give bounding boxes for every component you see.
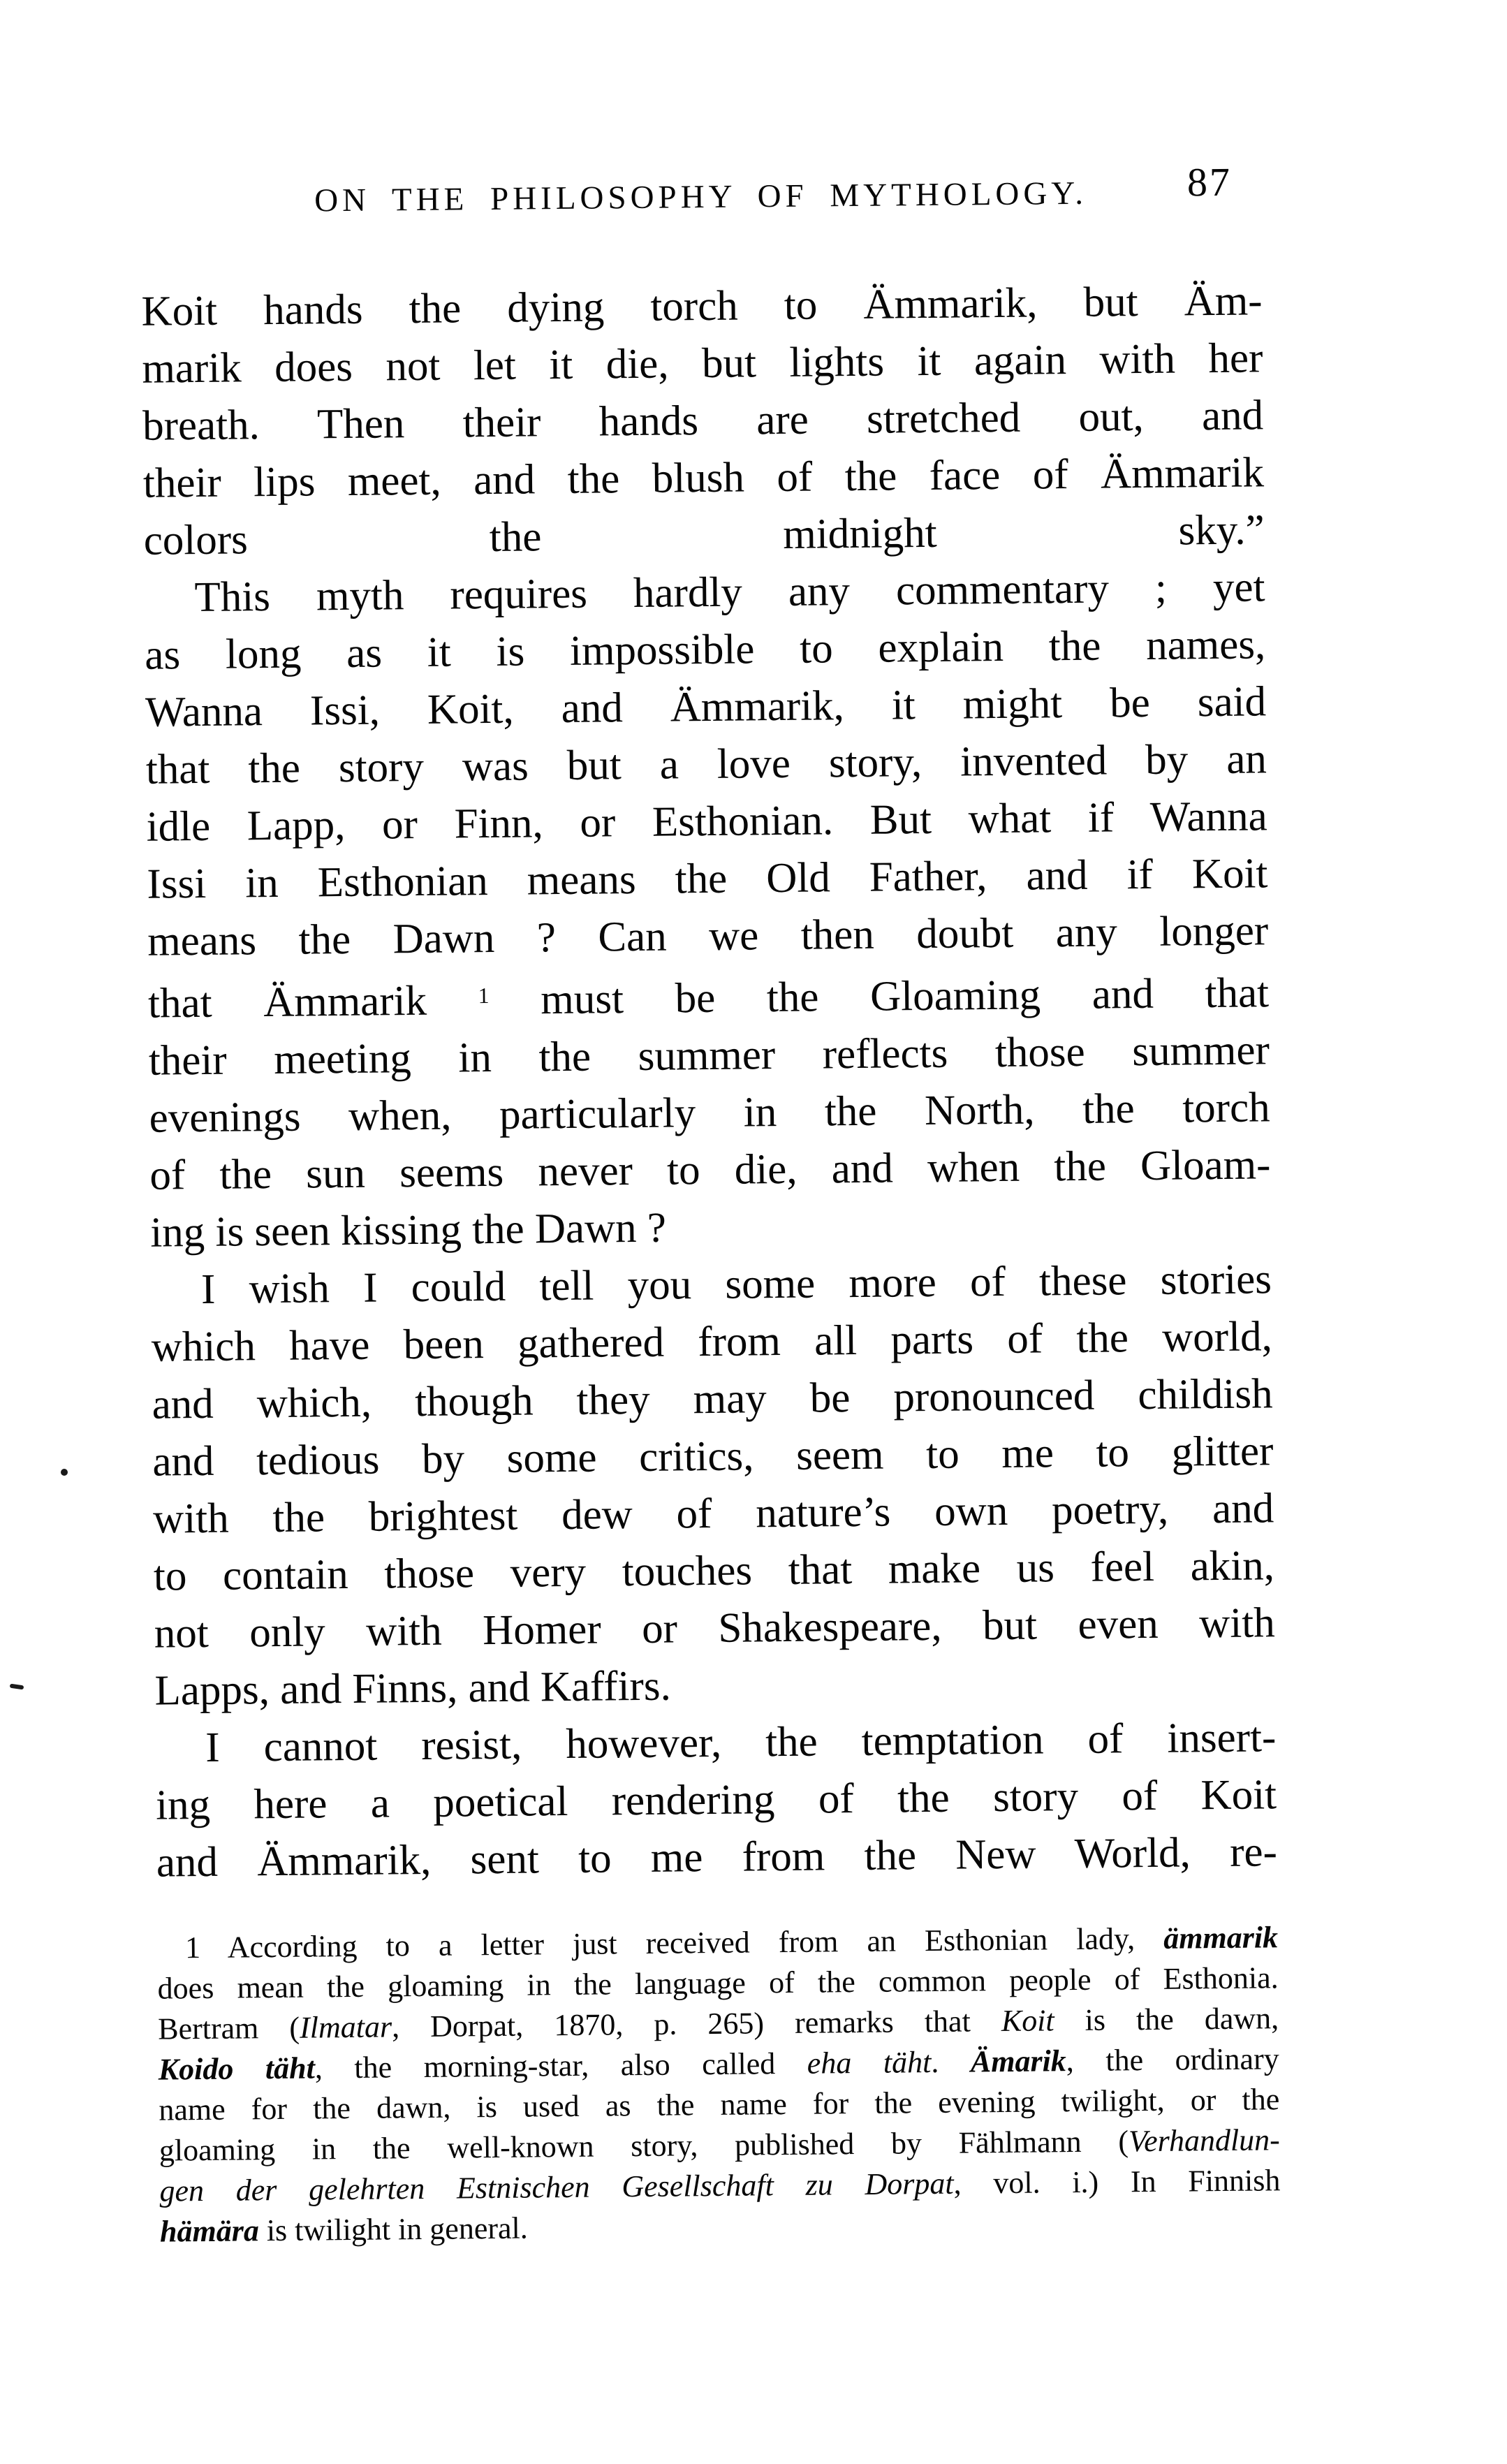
text-segment: which have been gathered from all parts of the world, <box>151 1313 1273 1371</box>
text-line <box>154 1594 1275 1662</box>
text-segment: , the morning-star, also called <box>314 2046 808 2085</box>
text-segment: their lips meet, and the blush of the face of Ämmarik <box>142 449 1265 507</box>
text-line <box>146 731 1267 798</box>
text-segment: Ämarik <box>970 2044 1067 2079</box>
text-segment: gloaming in the well-known story, published by Fählmann ( <box>159 2124 1129 2168</box>
text-line <box>146 788 1267 856</box>
text-segment: as long as it is impossible to explain the names, <box>145 621 1266 679</box>
text-segment: . <box>931 2044 971 2079</box>
text-line <box>152 1365 1273 1433</box>
text-line <box>149 1079 1270 1147</box>
page-number: 87 <box>1186 159 1233 205</box>
scan-speck <box>10 1684 24 1690</box>
text-segment: must be the Gloaming and that <box>489 969 1270 1024</box>
paragraph <box>141 272 1265 569</box>
text-line <box>142 330 1263 397</box>
text-line <box>145 673 1267 741</box>
text-line <box>143 501 1265 569</box>
footnote <box>157 1917 1281 2252</box>
text-segment: Issi in Esthonian means the Old Father, and if Koit <box>147 850 1268 908</box>
text-segment: idle Lapp, or Finn, or Esthonian. But what if Wanna <box>146 793 1267 851</box>
text-line <box>150 1194 1272 1261</box>
text-segment: This myth requires hardly any commentary ; yet <box>194 564 1265 622</box>
running-title: ON THE PHILOSOPHY OF MYTHOLOGY. <box>314 175 1088 219</box>
text-segment: and Ämmarik, sent to me from the New World, re- <box>156 1828 1278 1886</box>
text-segment: ing here a poetical rendering of the story of Koit <box>155 1771 1277 1829</box>
text-segment: does mean the gloaming in the language of the common people of Esthonia. <box>157 1960 1279 2006</box>
text-segment: name for the dawn, is used as the name for the evening twilight, or the <box>159 2082 1280 2127</box>
text-segment: gen der gelehrten Estnischen Gesellschaft zu Dorpat <box>159 2166 954 2208</box>
body-text <box>141 272 1277 1891</box>
text-segment: is twilight in general. <box>258 2210 528 2248</box>
text-line <box>149 1136 1271 1204</box>
page-content <box>140 159 1281 2252</box>
text-segment: eha täht <box>807 2044 932 2081</box>
text-segment: Ilmatar <box>299 2009 392 2045</box>
text-line <box>147 845 1268 913</box>
text-segment: their meeting in the summer reflects those summer <box>148 1027 1270 1085</box>
text-line <box>141 272 1263 340</box>
text-line <box>142 387 1264 455</box>
text-segment: colors the midnight sky.” <box>143 506 1265 564</box>
text-segment: breath. Then their hands are stretched out, and <box>142 392 1264 450</box>
text-line <box>144 559 1265 626</box>
text-segment: that the story was but a love story, invented by an <box>145 735 1267 793</box>
text-line <box>149 1022 1270 1090</box>
text-segment: to contain those very touches that make us feel akin, <box>153 1542 1275 1600</box>
text-line <box>153 1480 1274 1548</box>
text-segment: hämära <box>159 2213 260 2249</box>
text-line <box>143 444 1265 512</box>
text-line <box>147 902 1269 970</box>
text-segment: ing is seen kissing the Dawn ? <box>149 1204 667 1256</box>
text-segment: that Ämmarik <box>147 977 479 1027</box>
text-segment: not only with Homer or Shakespeare, but even with <box>154 1599 1276 1657</box>
text-segment: with the brightest dew of nature’s own poetry, and <box>152 1485 1274 1543</box>
text-line <box>156 1766 1277 1834</box>
text-segment: and which, though they may be pronounced childish <box>152 1370 1273 1428</box>
text-segment: is the dawn, <box>1054 2001 1279 2038</box>
text-segment: , vol. i.) In Finnish <box>953 2163 1281 2201</box>
text-line <box>151 1251 1272 1319</box>
text-segment: , the ordinary <box>1066 2041 1279 2078</box>
text-segment: ämmarik <box>1163 1920 1279 1956</box>
text-segment: , Dorpat, 1870, p. 265) remarks that <box>391 2003 1002 2044</box>
text-segment: Koit <box>1001 2003 1054 2038</box>
paragraph <box>155 1709 1277 1891</box>
text-line <box>151 1308 1272 1376</box>
text-segment: Lapps, and Finns, and Kaffirs. <box>154 1662 672 1715</box>
text-segment: I cannot resist, however, the temptation of insert- <box>205 1714 1277 1771</box>
text-segment: I wish I could tell you some more of these stories <box>200 1256 1272 1313</box>
paragraph <box>151 1251 1276 1719</box>
text-segment: Wanna Issi, Koit, and Ämmarik, it might be said <box>145 678 1267 736</box>
footnote-reference: 1 <box>478 983 490 1009</box>
text-segment: Verhandlun- <box>1128 2122 1281 2159</box>
text-line <box>154 1652 1276 1719</box>
text-segment: of the sun seems never to die, and when the Gloam- <box>149 1141 1271 1199</box>
paragraph <box>144 559 1271 1261</box>
text-segment: means the Dawn ? Can we then doubt any longer <box>147 907 1269 965</box>
text-line <box>154 1537 1275 1605</box>
text-segment: Bertram ( <box>157 2010 300 2046</box>
text-segment: and tedious by some critics, seem to me to glitter <box>152 1428 1274 1486</box>
page-header <box>140 159 1262 224</box>
text-segment: 1 According to a letter just received from an Esthonian lady, <box>184 1921 1164 1965</box>
scan-speck <box>61 1469 68 1476</box>
text-line <box>148 960 1270 1032</box>
text-segment: Koit hands the dying torch to Ämmarik, but Äm- <box>141 277 1263 335</box>
text-segment: evenings when, particularly in the North, the torch <box>149 1084 1270 1142</box>
text-segment: Koido täht <box>158 2051 316 2087</box>
text-line <box>156 1824 1278 1891</box>
text-line <box>145 616 1266 684</box>
text-line <box>155 1709 1277 1777</box>
text-line <box>152 1423 1274 1490</box>
text-segment: marik does not let it die, but lights it again with her <box>142 335 1263 393</box>
